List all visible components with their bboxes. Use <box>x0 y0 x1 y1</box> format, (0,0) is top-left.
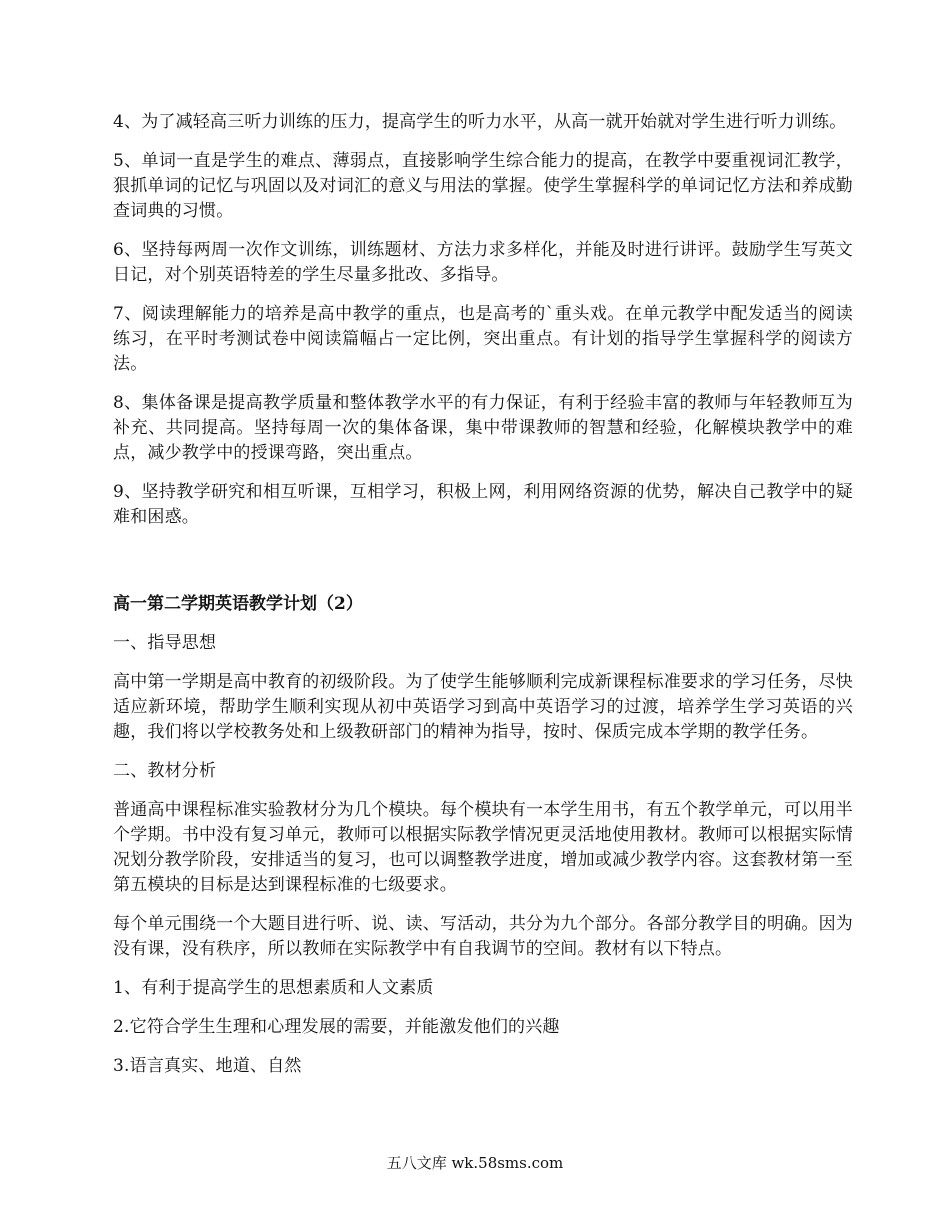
paragraph-item-7: 7、阅读理解能力的培养是高中教学的重点，也是高考的`重头戏。在单元教学中配发适当的阅读练习，在平时考测试卷中阅读篇幅占一定比例，突出重点。有计划的指导学生掌握科学的阅读方法。 <box>113 304 853 374</box>
paragraph-item-9: 9、坚持教学研究和相互听课，互相学习，积极上网，利用网络资源的优势，解决自己教学中的疑难和困惑。 <box>113 482 853 527</box>
paragraph-item-4: 4、为了减轻高三听力训练的压力，提高学生的听力水平，从高一就开始就对学生进行听力训练。 <box>113 112 847 132</box>
heading-textbook-analysis: 二、教材分析 <box>113 761 217 781</box>
section-spacer <box>113 544 853 592</box>
feature-item-2: 2.它符合学生生理和心理发展的需要，并能激发他们的兴趣 <box>113 1017 560 1037</box>
paragraph-item-5: 5、单词一直是学生的难点、薄弱点，直接影响学生综合能力的提高，在教学中要重视词汇教学，狠抓单词的记忆与巩固以及对词汇的意义与用法的掌握。使学生掌握科学的单词记忆方法和养成勤查词典的习惯。 <box>113 151 853 221</box>
feature-item-3: 3.语言真实、地道、自然 <box>113 1056 302 1076</box>
paragraph-unit-structure: 每个单元围绕一个大题目进行听、说、读、写活动，共分为九个部分。各部分教学目的明确。因为没有课，没有秩序，所以教师在实际教学中有自我调节的空间。教材有以下特点。 <box>113 914 853 959</box>
paragraph-item-6: 6、坚持每两周一次作文训练，训练题材、方法力求多样化，并能及时进行讲评。鼓励学生写英文日记，对个别英语特差的学生尽量多批改、多指导。 <box>113 240 853 285</box>
document-body <box>113 110 853 1093</box>
section-title: 高一第二学期英语教学计划（2） <box>113 594 363 614</box>
footer-watermark: 五八文库 wk.58sms.com <box>386 1154 564 1172</box>
feature-item-1: 1、有利于提高学生的思想素质和人文素质 <box>113 978 434 998</box>
paragraph-item-8: 8、集体备课是提高教学质量和整体教学水平的有力保证，有利于经验丰富的教师与年轻教师互为补充、共同提高。坚持每周一次的集体备课，集中带课教师的智慧和经验，化解模块教学中的难点，减少教学中的授课弯路，突出重点。 <box>113 393 853 463</box>
paragraph-textbook-modules: 普通高中课程标准实验教材分为几个模块。每个模块有一本学生用书，有五个教学单元，可以用半个学期。书中没有复习单元，教师可以根据实际教学情况更灵活地使用教材。教师可以根据实际情况划分教学阶段，安排适当的复习，也可以调整教学进度，增加或减少教学内容。这套教材第一至第五模块的目标是达到课程标准的七级要求。 <box>113 800 853 895</box>
paragraph-guiding-thought: 高中第一学期是高中教育的初级阶段。为了使学生能够顺利完成新课程标准要求的学习任务，尽快适应新环境，帮助学生顺利实现从初中英语学习到高中英语学习的过渡，培养学生学习英语的兴趣，我们将以学校教务处和上级教研部门的精神为指导，按时、保质完成本学期的教学任务。 <box>113 672 853 742</box>
heading-guiding-thought: 一、指导思想 <box>113 633 217 653</box>
